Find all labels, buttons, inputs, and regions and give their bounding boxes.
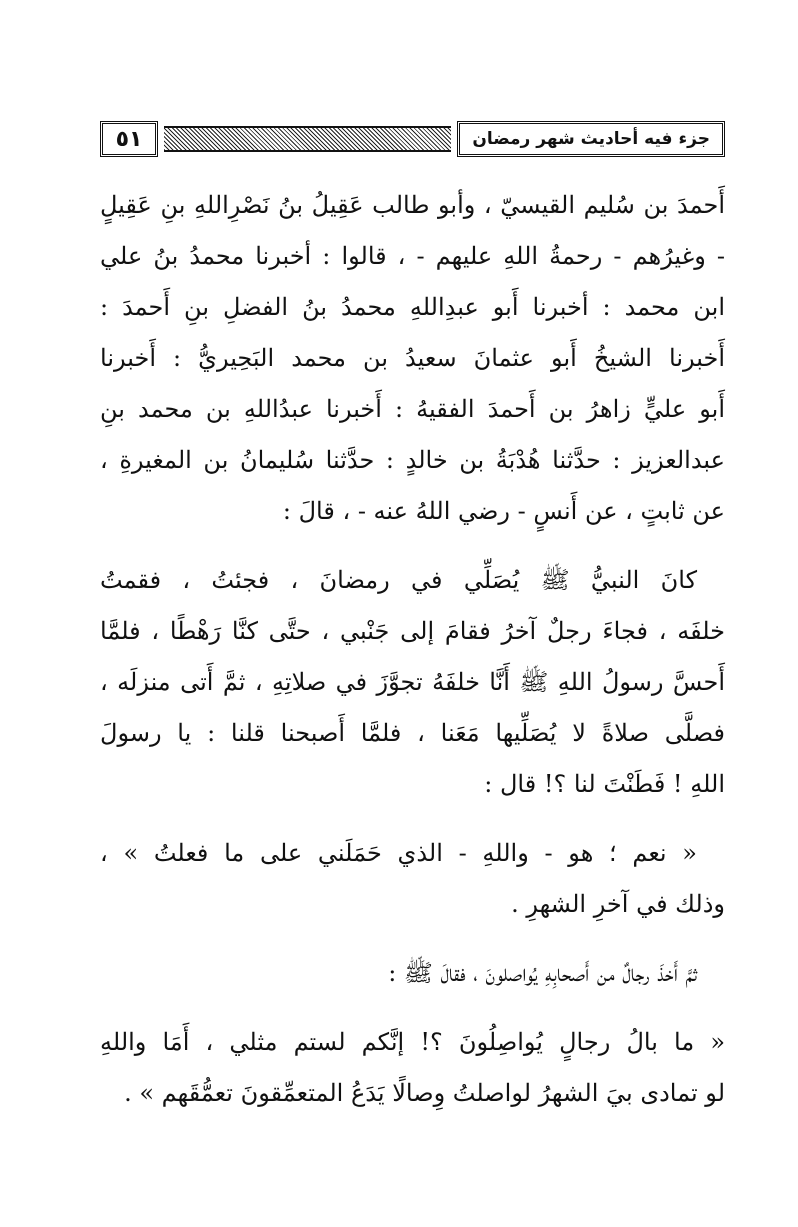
text-line: أَبو عليٍّ زاهرُ بن أَحمدَ الفقيهُ : أَخبرنا عبدُاللهِ بن محمد بنِ: [100, 395, 725, 423]
header-decorative-rule: [164, 126, 451, 152]
page-body: [100, 180, 725, 1119]
page-number: ٥١: [100, 121, 158, 157]
paragraph: [100, 948, 725, 999]
paragraph: [100, 555, 725, 810]
text-line: خلفَه ، فجاءَ رجلٌ آخرُ فقامَ إلى جَنْبي ، حتَّى كنَّا رَهْطًا ، فلمَّا: [100, 617, 725, 645]
text-line: أَحسَّ رسولُ اللهِ ﷺ أَنَّا خلفَهُ تجوَّزَ في صلاتِهِ ، ثمَّ أَتى منزلَه ،: [100, 668, 725, 696]
paragraph: [100, 828, 725, 930]
text-line: أَحمدَ بن سُليم القيسيّ ، وأبو طالب عَقِيلُ بنُ نَصْرِاللهِ بنِ عَقِيلٍ: [100, 191, 725, 219]
text-line: « نعم ؛ هو - واللهِ - الذي حَمَلَني على ما فعلتُ » ،: [100, 839, 697, 867]
paragraph: [100, 180, 725, 537]
page-header: [100, 118, 725, 160]
text-line: عبدالعزيز : حدَّثنا هُدْبَةُ بن خالدٍ : حدَّثنا سُليمانُ بن المغيرةِ ،: [100, 446, 725, 474]
text-line: كانَ النبيُّ ﷺ يُصَلِّي في رمضانَ ، فجئتُ ، فقمتُ: [100, 566, 697, 594]
text-line: عن ثابتٍ ، عن أَنسٍ - رضي اللهُ عنه - ، قالَ :: [282, 497, 725, 525]
text-line: - وغيرُهم - رحمةُ اللهِ عليهم - ، قالوا : أخبرنا محمدُ بنُ علي: [100, 242, 725, 270]
text-line: « ما بالُ رجالٍ يُواصِلُونَ ؟! إنَّكم لستم مثلي ، أَمَا واللهِ: [100, 1028, 725, 1056]
text-line: ابن محمد : أخبرنا أَبو عبدِاللهِ محمدُ بنُ الفضلِ بنِ أَحمدَ :: [100, 293, 725, 321]
running-title: جزء فيه أحاديث شهر رمضان: [457, 121, 725, 157]
text-line: ثمَّ أَخذَ رجالٌ من أَصحابِهِ يُواصلونَ ، فقالَ ﷺ :: [388, 959, 697, 987]
text-line: اللهِ ! فَطَنْتَ لنا ؟! قال :: [484, 770, 725, 798]
text-line: أَخبرنا الشيخُ أَبو عثمانَ سعيدُ بن محمد البَحِيريُّ : أَخبرنا: [100, 344, 725, 372]
text-line: وذلك في آخرِ الشهرِ .: [511, 890, 725, 918]
text-line: لو تمادى بيَ الشهرُ لواصلتُ وِصالًا يَدَعُ المتعمِّقونَ تعمُّقَهم » .: [124, 1079, 725, 1107]
text-line: فصلَّى صلاةً لا يُصَلِّيها مَعَنا ، فلمَّا أَصبحنا قلنا : يا رسولَ: [100, 719, 725, 747]
paragraph: [100, 1017, 725, 1119]
